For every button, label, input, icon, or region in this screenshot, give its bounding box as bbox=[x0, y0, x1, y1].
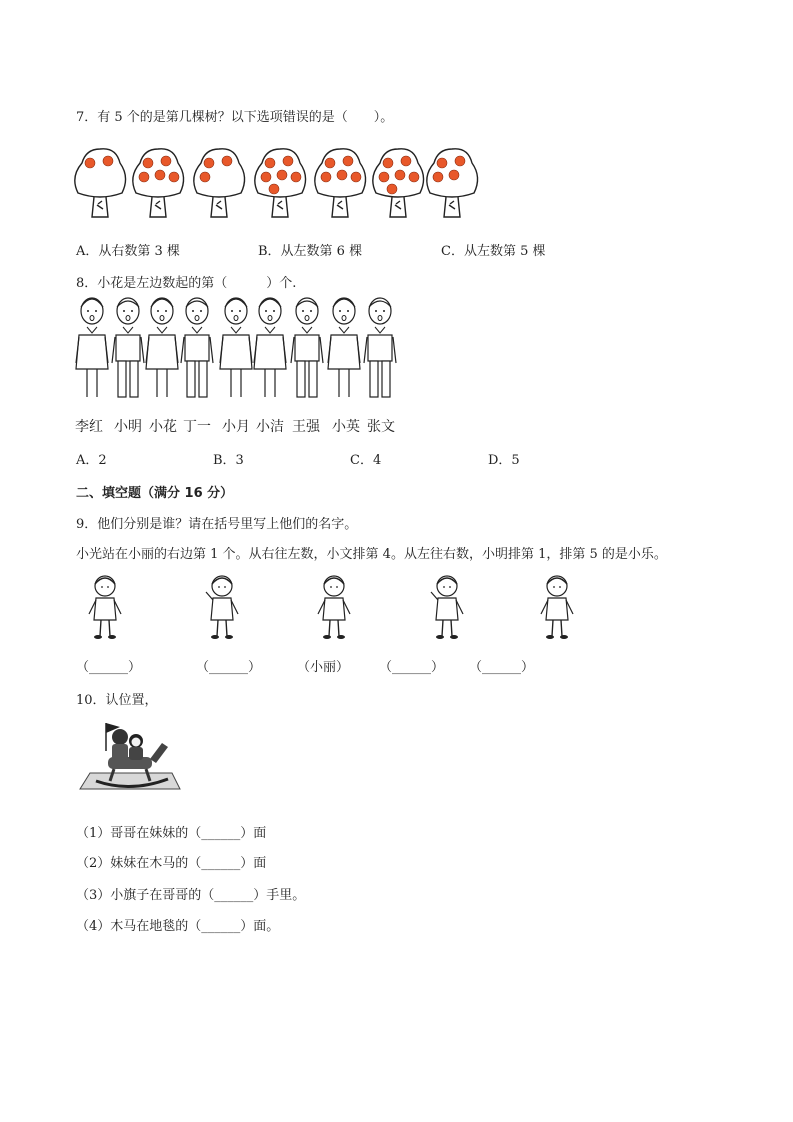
child-name: 小英 bbox=[332, 419, 360, 435]
child-figure bbox=[328, 298, 360, 397]
apple bbox=[409, 172, 419, 182]
apple bbox=[200, 172, 210, 182]
apple bbox=[283, 156, 293, 166]
child-figure bbox=[254, 298, 286, 397]
child-figure bbox=[431, 576, 463, 639]
apple bbox=[204, 158, 214, 168]
apple-tree bbox=[194, 149, 245, 217]
child-figure bbox=[89, 576, 121, 639]
child-figure bbox=[181, 298, 213, 397]
apple bbox=[139, 172, 149, 182]
apple bbox=[383, 158, 393, 168]
apple bbox=[277, 170, 287, 180]
children-lineup-illustration bbox=[0, 293, 793, 408]
apple bbox=[437, 158, 447, 168]
apple-tree bbox=[373, 149, 424, 217]
apple bbox=[379, 172, 389, 182]
apple bbox=[343, 156, 353, 166]
q8-option-a[interactable]: A．2 bbox=[76, 453, 107, 468]
q10-stem: 10．认位置， bbox=[76, 693, 158, 708]
apple-tree bbox=[427, 149, 478, 217]
child-figure bbox=[364, 298, 396, 397]
child-figure bbox=[318, 576, 350, 639]
apple bbox=[455, 156, 465, 166]
child-name: 李红 bbox=[75, 419, 103, 435]
child-figure bbox=[76, 298, 108, 397]
child-figure bbox=[291, 298, 323, 397]
apple bbox=[143, 158, 153, 168]
q9-hint: 小光站在小丽的右边第 1 个。从右往左数，小文排第 4。从左往右数，小明排第 1，排第 5 的是小乐。 bbox=[76, 547, 667, 562]
q7-option-c[interactable]: C．从左数第 5 棵 bbox=[441, 244, 546, 259]
q7-stem: 7．有 5 个的是第几棵树？以下选项错误的是（ ）。 bbox=[76, 110, 394, 125]
q10-item-4[interactable]: （4）木马在地毯的（______）面。 bbox=[76, 919, 280, 934]
apple bbox=[401, 156, 411, 166]
q8-option-b[interactable]: B．3 bbox=[213, 453, 244, 468]
apple bbox=[161, 156, 171, 166]
apple bbox=[351, 172, 361, 182]
apple bbox=[337, 170, 347, 180]
child-name: 小洁 bbox=[256, 419, 284, 435]
child-figure bbox=[206, 576, 238, 639]
q7-option-a[interactable]: A．从右数第 3 棵 bbox=[76, 244, 180, 259]
child-figure bbox=[220, 298, 252, 397]
apple-tree bbox=[255, 149, 306, 217]
child-figure bbox=[146, 298, 178, 397]
section-title: 二、填空题（满分 16 分） bbox=[76, 486, 234, 501]
child-name: 丁一 bbox=[183, 419, 211, 435]
child-name: 小明 bbox=[114, 419, 142, 435]
apple bbox=[222, 156, 232, 166]
q9-blank[interactable]: （______） bbox=[196, 660, 262, 675]
apple bbox=[261, 172, 271, 182]
q7-option-b[interactable]: B．从左数第 6 棵 bbox=[258, 244, 363, 259]
apple bbox=[269, 184, 279, 194]
child-name: 小花 bbox=[149, 419, 177, 435]
q9-blank[interactable]: （______） bbox=[76, 660, 142, 675]
child-figure bbox=[541, 576, 573, 639]
child-figure bbox=[112, 298, 144, 397]
apple bbox=[433, 172, 443, 182]
q10-item-2[interactable]: （2）妹妹在木马的（______）面 bbox=[76, 856, 267, 871]
q10-item-3[interactable]: （3）小旗子在哥哥的（______）手里。 bbox=[76, 888, 306, 903]
apple bbox=[449, 170, 459, 180]
apple-tree bbox=[133, 149, 184, 217]
apple bbox=[85, 158, 95, 168]
child-name: 王强 bbox=[292, 419, 320, 435]
apple bbox=[265, 158, 275, 168]
q9-label-xiaoli: （小丽） bbox=[297, 660, 350, 675]
apple-tree bbox=[315, 149, 366, 217]
rocking-horse-illustration bbox=[76, 717, 186, 797]
apple bbox=[169, 172, 179, 182]
five-children-illustration bbox=[0, 572, 793, 647]
apple bbox=[103, 156, 113, 166]
q8-stem: 8．小花是左边数起的第（ ）个. bbox=[76, 276, 297, 291]
child-name: 小月 bbox=[222, 419, 250, 435]
q9-blank[interactable]: （______） bbox=[379, 660, 445, 675]
q10-item-1[interactable]: （1）哥哥在妹妹的（______）面 bbox=[76, 826, 267, 841]
apple bbox=[395, 170, 405, 180]
q8-option-d[interactable]: D．5 bbox=[488, 453, 520, 468]
apple-trees-illustration bbox=[0, 145, 793, 225]
apple bbox=[325, 158, 335, 168]
q8-option-c[interactable]: C．4 bbox=[350, 453, 382, 468]
q9-stem: 9．他们分别是谁？请在括号里写上他们的名字。 bbox=[76, 517, 358, 532]
apple bbox=[291, 172, 301, 182]
apple-tree bbox=[75, 149, 126, 217]
q9-blank[interactable]: （______） bbox=[469, 660, 535, 675]
child-name: 张文 bbox=[367, 419, 395, 435]
apple bbox=[321, 172, 331, 182]
apple bbox=[387, 184, 397, 194]
apple bbox=[155, 170, 165, 180]
